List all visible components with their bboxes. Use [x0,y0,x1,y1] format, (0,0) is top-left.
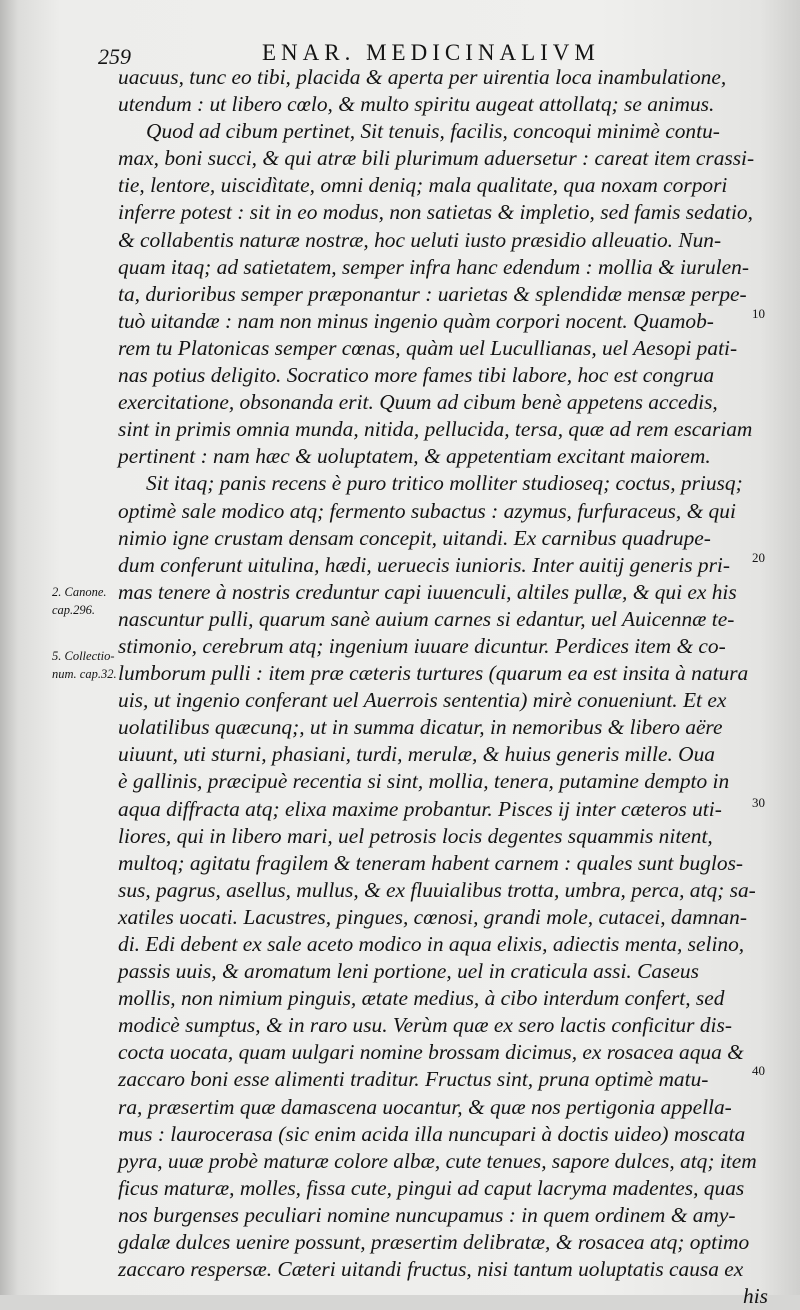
text-line: aqua diffracta atq; elixa maxime probantur. Pisces ij inter cæteros uti- [118,796,722,821]
text-line: passis uuis, & aromatum leni portione, uel in craticula assi. Caseus [118,959,699,984]
text-line: sus, pagrus, asellus, mullus, & ex fluuialibus trotta, umbra, perca, atq; sa- [118,877,756,902]
text-line: mollis, non nimium pinguis, ætate medius, à cibo interdum confert, sed [118,986,725,1011]
text-line: uis, ut ingenio conferant uel Auerrois sententia) mirè conueniunt. Et ex [118,688,727,713]
text-line: di. Edi debent ex sale aceto modico in aqua elixis, adiectis menta, selino, [118,932,745,956]
text-line: zaccaro respersæ. Cæteri uitandi fructus, nisi tantum uoluptatis causa ex [118,1257,744,1282]
body-text [118,64,768,1310]
text-line: exercitatione, obsonanda erit. Quum ad cibum benè appetens accedis, [118,390,718,415]
text-line: ra, præsertim quæ damascena uocantur, & quæ nos pertigonia appella- [118,1094,732,1119]
text-line: sint in primis omnia munda, nitida, pellucida, tersa, quæ ad rem escariam [118,417,753,442]
margin-note [52,647,118,683]
text-line: multoq; agitatu fragilem & teneram habent carnem : quales sunt buglos- [118,850,744,875]
text-line: zaccaro boni esse alimenti traditur. Fructus sint, pruna optimè matu- [118,1067,709,1092]
text-line: nimio igne crustam densam concepit, uitandi. Ex carnibus quadrupe- [118,525,711,550]
text-line: nascuntur pulli, quarum sanè auium carnes si edantur, uel Auicennæ te- [118,606,735,631]
line-number: 30 [752,795,765,810]
text-line: xatiles uocati. Lacustres, pingues, cœnosi, grandi mole, cutacei, damnan- [118,904,747,929]
margin-note-line: cap.296. [52,603,96,617]
text-line: mas tenere à nostris creduntur capi iuuenculi, altiles pullæ, & qui ex his [118,579,737,604]
page-number: 259 [98,44,131,69]
text-line: mus : laurocerasa (sic enim acida illa nuncupari à doctis uideo) moscata [118,1121,746,1146]
margin-note-line: 5. Collectio- [52,649,115,663]
text-line: tie, lentore, uiscidìtate, omni deniq; mala qualitate, qua noxam corpori [118,173,728,198]
text-line: gdalæ dulces uenire possunt, præsertim delibratæ, & rosacea atq; optimo [118,1230,750,1255]
text-line: tuò uitandæ : nam non minus ingenio quàm corpori nocent. Quamob- [118,308,714,333]
text-line: optimè sale modico atq; fermento subactus : azymus, furfuraceus, & qui [118,498,736,523]
margin-note [52,583,118,619]
text-line: ta, durioribus semper præponantur : uarietas & splendidæ mensæ perpe- [118,281,747,306]
text-line: & collabentis naturæ nostræ, hoc ueluti iusto præsidio alleuatio. Nun- [118,227,722,252]
text-line: quam itaq; ad satietatem, semper infra hanc edendum : mollia & iurulen- [118,254,749,279]
text-line: max, boni succi, & qui atræ bili plurimum aduersetur : careat item crassi- [118,146,755,171]
catchword: his [743,1284,768,1309]
text-line: rem tu Platonicas semper cœnas, quàm uel Lucullianas, uel Aesopi pati- [118,335,738,360]
text-line: modicè sumptus, & in raro usu. Verùm quæ ex sero lactis conficitur dis- [118,1013,732,1038]
text-line: pyra, uuæ probè maturæ colore albæ, cute tenues, sapore dulces, atq; item [118,1148,757,1173]
text-line: è gallinis, præcipuè recentia si sint, mollia, tenera, putamine dempto in [118,769,730,794]
text-line: uiuunt, uti sturni, phasiani, turdi, merulæ, & huius generis mille. Oua [118,742,715,767]
line-number: 10 [752,306,765,321]
text-line: lumborum pulli : item præ cæteris turtures (quarum ea est insita à natura [118,661,749,686]
text-line: pertinent : nam hæc & uoluptatem, & appetentiam excitant maiorem. [118,444,711,469]
text-line: stimonio, cerebrum atq; ingenium iuuare dicuntur. Perdices item & co- [118,633,726,658]
text-line: cocta uocata, quam uulgari nomine brossam dicimus, ex rosacea aqua & [118,1040,744,1065]
text-line: nas potius deligito. Socratico more fames tibi labore, hoc est congrua [118,363,715,388]
margin-note-line: 2. Canone. [52,585,107,599]
text-line: utendum : ut libero cœlo, & multo spiritu augeat attollatq; se animus. [118,92,715,117]
running-head: ENAR. MEDICINALIVM [262,40,600,65]
text-line: Sit itaq; panis recens è puro tritico molliter studioseq; coctus, priusq; [146,471,743,496]
margin-note-line: num. cap.32. [52,667,117,681]
text-line: dum conferunt uitulina, hædi, ueruecis iunioris. Inter auitij generis pri- [118,552,730,577]
text-line: liores, qui in libero mari, uel petrosis locis degentes squammis nitent, [118,823,713,848]
line-number: 20 [752,550,765,565]
text-line: Quod ad cibum pertinet, Sit tenuis, facilis, concoqui minimè contu- [146,119,720,144]
text-line: uacuus, tunc eo tibi, placida & aperta per uirentia loca inambulatione, [118,65,727,89]
text-line: inferre potest : sit in eo modus, non satietas & impletio, sed famis sedatio, [118,200,753,225]
text-line: nos burgenses peculiari nomine nuncupamus : in quem ordinem & amy- [118,1202,736,1227]
line-number: 40 [752,1063,765,1078]
text-line: uolatilibus quæcunq;, ut in summa dicatur, in nemoribus & libero aëre [118,715,723,740]
text-line: ficus maturæ, molles, fissa cute, pingui ad caput lacryma madentes, quas [118,1175,745,1200]
